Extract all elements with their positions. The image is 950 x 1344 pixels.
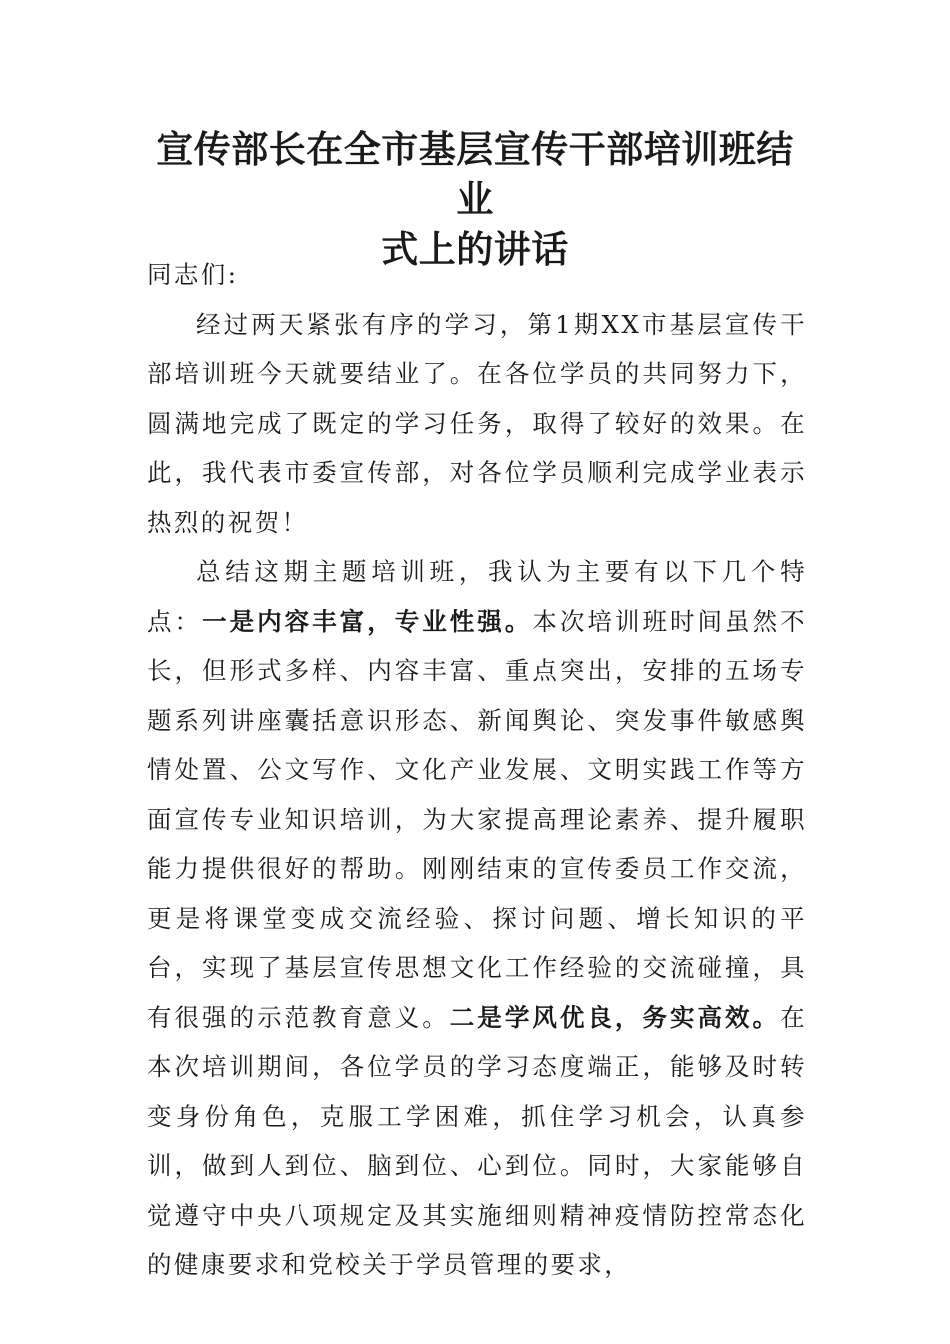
title-line-1: 宣传部长在全市基层宣传干部培训班结业 (156, 127, 794, 221)
document-body (147, 250, 807, 1290)
point-1-text: 本次培训班时间虽然不长，但形式多样、内容丰富、重点突出，安排的五场专题系列讲座囊括意识形态、新闻舆论、突发事件敏感舆情处置、公文写作、文化产业发展、文明实践工作等方面宣传专业知识培训，为大家提高理论素养、提升履职能力提供很好的帮助。刚刚结束的宣传委员工作交流，更是将课堂变成交流经验、探讨问题、增长知识的平台，实现了基层宣传思想文化工作经验的交流碰撞，具有很强的示范教育意义。 (147, 606, 807, 1032)
paragraph-1: 经过两天紧张有序的学习，第1期XX市基层宣传干部培训班今天就要结业了。在各位学员的共同努力下，圆满地完成了既定的学习任务，取得了较好的效果。在此，我代表市委宣传部，对各位学员顺利完成学业表示热烈的祝贺！ (147, 309, 807, 537)
point-2-heading: 二是学风优良，务实高效。 (449, 1002, 781, 1032)
paragraph-2-intro: 总结这期主题培训班，我认为主要有以下几个特点： (147, 557, 807, 636)
paragraph-2 (147, 547, 807, 1290)
title-line-2: 式上的讲话 (381, 227, 569, 271)
point-2-text: 在本次培训期间，各位学员的学习态度端正，能够及时转变身份角色，克服工学困难，抓住学习机会，认真参训，做到人到位、脑到位、心到位。同时，大家能够自觉遵守中央八项规定及其实施细则精神疫情防控常态化的健康要求和党校关于学员管理的要求， (147, 1002, 807, 1279)
salutation: 同志们: (147, 260, 239, 289)
point-1-heading: 一是内容丰富，专业性强。 (202, 606, 533, 636)
